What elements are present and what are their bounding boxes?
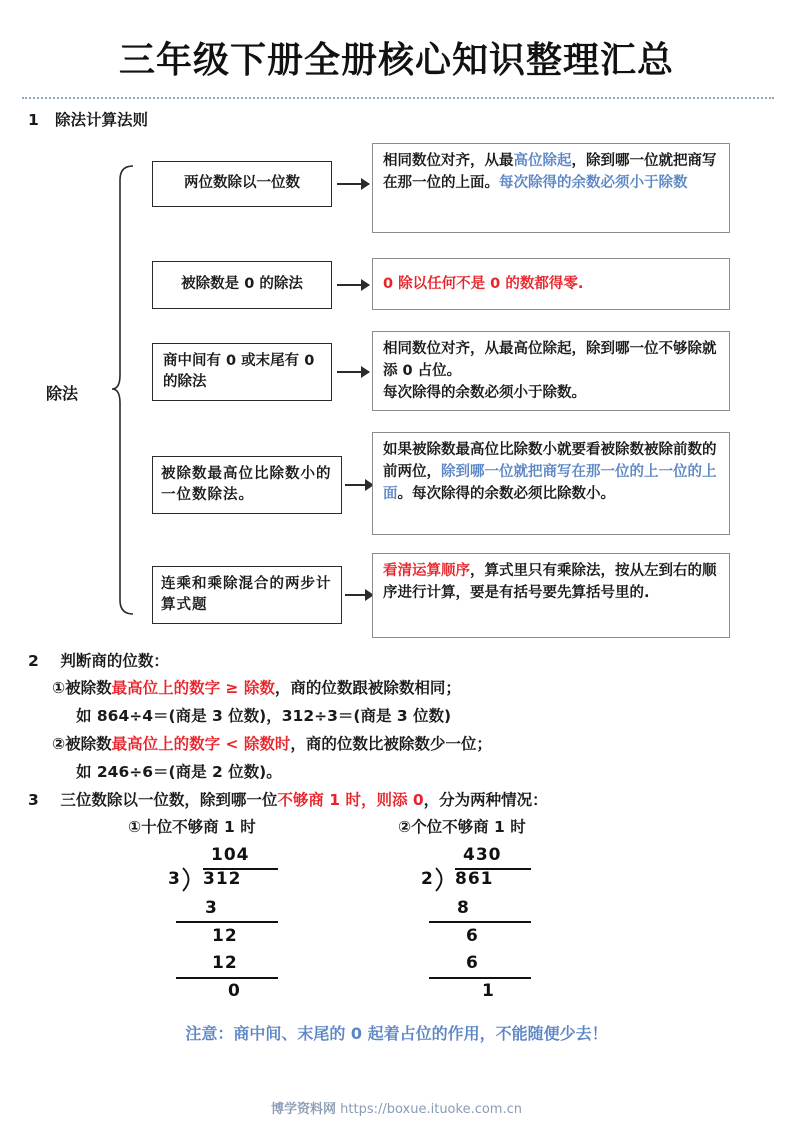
footer-watermark	[0, 1098, 793, 1117]
s2-i2-seg0: ②被除数	[52, 735, 112, 753]
flow-arrow-4	[345, 479, 373, 491]
watermark-site-name: 博学资料网	[270, 1102, 336, 1117]
section-2-item-2-example	[76, 763, 282, 782]
flow-right-seg-1-3: 每次除得的余数必须小于除数	[499, 175, 688, 192]
ld2-division-bracket	[434, 866, 456, 894]
flow-left-box-5[interactable]	[152, 566, 342, 624]
flow-right-seg-5-0: 看清运算顺序	[383, 563, 470, 579]
ld1-rule-2	[176, 977, 278, 979]
ld1-step-2: 12	[212, 926, 238, 946]
root-label: 除法	[46, 384, 79, 403]
section-3-case-2-caption	[398, 818, 526, 837]
s2-i2-example-text: 如 246÷6＝(商是 2 位数)。	[76, 763, 282, 781]
flow-right-seg-1-2: ，除到哪一位就把商写在那一位的上面。	[383, 153, 717, 192]
ld2-step-1: 8	[457, 898, 470, 918]
flow-left-label-1: 两位数除以一位数	[184, 175, 300, 192]
flow-right-seg-3-1: 每次除得的余数必须小于除数。	[383, 385, 586, 402]
flow-left-box-2[interactable]	[152, 261, 332, 309]
section-3-heading	[28, 791, 548, 810]
flow-arrow-5	[345, 589, 373, 601]
watermark-url: https://boxue.ituoke.com.cn	[340, 1102, 522, 1117]
flow-right-seg-1-1: 高位除起	[513, 153, 572, 169]
ld1-dividend: 312	[203, 869, 242, 889]
flow-left-box-4[interactable]	[152, 456, 342, 514]
section-2-item-1-rule	[52, 679, 461, 698]
section-3-case-1-caption	[128, 818, 256, 837]
ld1-step-1: 3	[205, 898, 218, 918]
section-2-item-2-rule	[52, 735, 492, 754]
s3-seg2: ，分为两种情况：	[423, 791, 548, 809]
flow-right-seg-4-2: 。每次除得的余数必须比除数小。	[397, 486, 615, 503]
flow-right-seg-5-1: ，算式里只有乘除法，按从左到右的顺序进行计算，要是有括号要先算括号里的.	[383, 563, 717, 602]
s3-seg0: 三位数除以一位数，除到哪一位	[60, 791, 278, 809]
section-2-title: 判断商的位数：	[60, 652, 169, 670]
ld2-quotient: 430	[463, 845, 502, 865]
ld1-step-3: 12	[212, 953, 238, 973]
s2-i1-seg2: ，商的位数跟被除数相同；	[274, 679, 461, 697]
flow-left-label-5: 连乘和乘除混合的两步计算式题	[161, 575, 332, 613]
ld2-dividend: 861	[455, 869, 494, 889]
flow-right-box-4	[372, 432, 730, 535]
flow-arrow-3	[337, 366, 369, 378]
ld2-rule-2	[429, 977, 531, 979]
ld2-step-3: 6	[466, 953, 479, 973]
flow-left-box-3[interactable]	[152, 343, 332, 401]
ld2-remainder: 1	[482, 981, 495, 1001]
section-3-number: 3	[28, 791, 39, 809]
section-1-title: 除法计算法则	[55, 111, 149, 129]
s2-i1-seg0: ①被除数	[52, 679, 112, 697]
s2-i1-seg1: 最高位上的数字 ≥ 除数	[111, 679, 275, 697]
flow-left-label-4: 被除数最高位比除数小的一位数除法。	[161, 465, 332, 503]
ld2-divisor: 2	[421, 869, 433, 889]
flow-right-seg-3-0: 相同数位对齐，从最高位除起，除到哪一位不够除就添 0 占位。	[383, 341, 717, 380]
flow-right-box-3	[372, 331, 730, 411]
ld1-divisor: 3	[168, 869, 180, 889]
ld1-quotient: 104	[211, 845, 250, 865]
s3-seg1: 不够商 1 时，则添 0	[277, 791, 424, 809]
s2-i2-seg1: 最高位上的数字 < 除数时	[111, 735, 291, 753]
flow-right-box-2	[372, 258, 730, 310]
s3-case2-caption-text: ②个位不够商 1 时	[398, 818, 526, 836]
page-title: 三年级下册全册核心知识整理汇总	[118, 40, 674, 81]
s3-case1-caption-text: ①十位不够商 1 时	[128, 818, 256, 836]
flow-right-box-5	[372, 553, 730, 638]
section-1-number: 1	[28, 111, 39, 129]
flow-right-seg-4-1: 除到哪一位就把商写在那一位的上一位的上面	[383, 464, 717, 503]
flow-left-box-1[interactable]	[152, 161, 332, 207]
s2-i2-seg2: ，商的位数比被除数少一位；	[290, 735, 492, 753]
ld2-rule-1	[429, 921, 531, 923]
note-text: 注意：商中间、末尾的 0 起着占位的作用，不能随便少去！	[185, 1024, 608, 1043]
flow-left-label-3: 商中间有 0 或末尾有 0 的除法	[163, 352, 315, 390]
section-2-item-1-example	[76, 707, 451, 726]
flow-arrow-2	[337, 279, 369, 291]
flow-right-seg-1-0: 相同数位对齐，从最	[383, 153, 514, 169]
ld2-step-2: 6	[466, 926, 479, 946]
ld1-division-bracket	[181, 866, 203, 894]
flow-right-box-1	[372, 143, 730, 233]
flow-right-seg-2-0: 0 除以任何不是 0 的数都得零.	[383, 275, 584, 292]
ld1-rule-1	[176, 921, 278, 923]
flow-left-label-2: 被除数是 0 的除法	[181, 276, 303, 293]
flow-arrow-1	[337, 178, 369, 190]
section-2-heading	[28, 652, 169, 671]
s2-i1-example-text: 如 864÷4＝(商是 3 位数)，312÷3＝(商是 3 位数)	[76, 707, 452, 725]
section-2-number: 2	[28, 652, 39, 670]
flow-right-seg-4-0: 如果被除数最高位比除数小就要看被除数被除前数的前两位，	[383, 442, 717, 481]
ld1-remainder: 0	[228, 981, 241, 1001]
